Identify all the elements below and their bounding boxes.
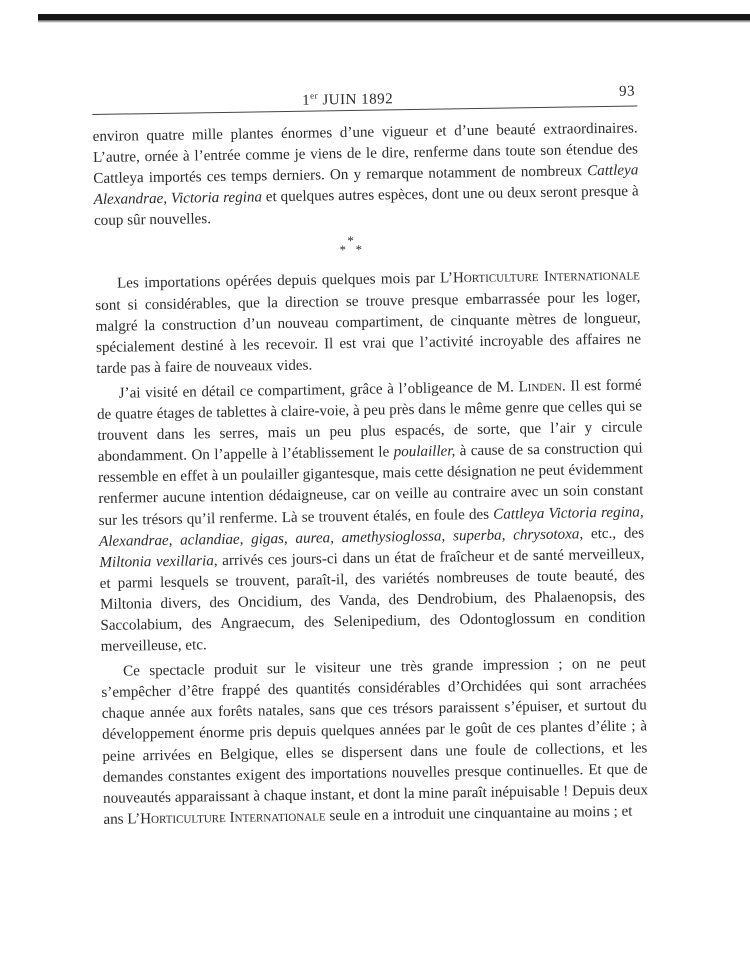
asterism-star-top: *	[347, 233, 354, 249]
text-run: sont si considérables, que la direction se trouve presque embarrassée pour les loger, malgré la construction d’un nouveau compartiment, de cinquante mètres de longueur, spécialement destiné à les recevoir. Il est vrai que l’activité incroyable des affaires ne tarde pas à faire de nouveaux vides.	[95, 288, 642, 377]
running-head-ordinal: er	[310, 90, 319, 101]
running-head-day: 1	[302, 92, 311, 109]
text-run: J’ai visité en détail ce compartiment, grâce à l’obligeance de M.	[118, 379, 519, 402]
scan-edge-shadow	[38, 20, 750, 23]
paragraph-2	[95, 266, 642, 380]
text-run: environ quatre mille plantes énormes d’une vigueur et d’une beauté extraordinaires. L’autre, ornée à l’entrée comme je viens de le dire, renferme dans toute son étendue des Cattleya importés ces temps derniers. On y remarque notamment de nombreux	[92, 120, 639, 188]
paragraph-3	[97, 375, 646, 658]
text-run: etc., des	[583, 524, 645, 542]
page-header	[92, 83, 637, 115]
text-run: seule en a introduit une cinquantaine au moins ; et	[325, 803, 633, 825]
text-run: Ce spectacle produit sur le visiteur une très grande impression ; on ne peut s’empêcher d’être frappé des quantités considérables d’Orchidées qui sont arrachées chaque année aux forêts natales, sans que ces trésors paraissent s’épuiser, et surtout du développement énorme pris depuis quelques années par le goût de ces plantes d’élite ; à peine arrivées en Belgique, elles se dispersent dans une foule de collections, et les demandes constantes exigent des importations nouvelles presque continuelles. Et que de nouveautés apparaissant à chaque instant, et dont la mine paraît inépuisable ! Depuis deux ans	[101, 655, 649, 828]
small-caps-run: L’Horticulture Internationale	[439, 267, 641, 288]
italic-run: poulailler,	[393, 443, 456, 461]
text-run: à cause de sa construction qui ressemble en effet à un poulailler gigantesque, mais cette désignation ne peut évidemment renfermer aucune intention dédaigneuse, car on veille au contraire avec un soin constant sur les trésors qu’il renferme. Là se trouvent étalés, en foule des	[97, 440, 644, 529]
italic-run: Miltonia vexillaria,	[99, 552, 218, 571]
small-caps-run: L’Horticulture Internationale	[127, 808, 326, 828]
text-run: Les importations opérées depuis quelques mois par	[116, 271, 441, 293]
italic-run: Cattleya Victoria regina, Alexandrae, aclandiae, gigas, aurea, amethysioglossa, superba, chrysotoxa,	[98, 503, 644, 550]
italic-run: Cattleya Alexandrae, Victoria regina	[93, 162, 639, 209]
asterism-star-left: *	[339, 242, 347, 258]
text-run: . Il est formé de quatre étages de tablettes à claire-voie, à peu près dans le même genre que celles qui se trouvent dans les serres, mais un peu plus espacés, de sorte, que l’air y circule abondamment. On l’appelle à l’établissement le	[96, 377, 643, 466]
book-page	[92, 83, 649, 830]
paragraph-4	[101, 654, 649, 831]
asterism-star-right: *	[355, 242, 363, 258]
body-text	[93, 118, 649, 830]
page-number: 93	[618, 83, 636, 100]
running-head-date: JUIN 1892	[318, 91, 394, 109]
section-break-asterism	[94, 224, 640, 275]
small-caps-run: Linden	[518, 378, 563, 396]
text-run: arrivés ces jours-ci dans un état de fraîcheur et de santé merveilleux, et parmi lesquels se trouvent, paraît-il, des variétés nombreuses de toute beauté, des Miltonia divers, des Oncidium, des Vanda, des Dendrobium, des Phalaenopsis, des Saccolabium, des Angraecum, des Selenipedium, des Odontoglossum en condition merveilleuse, etc.	[99, 546, 646, 655]
text-run: et quelques autres espèces, dont une ou deux seront presque à coup sûr nouvelles.	[93, 183, 639, 230]
paragraph-1	[93, 118, 640, 232]
running-head	[302, 89, 393, 109]
